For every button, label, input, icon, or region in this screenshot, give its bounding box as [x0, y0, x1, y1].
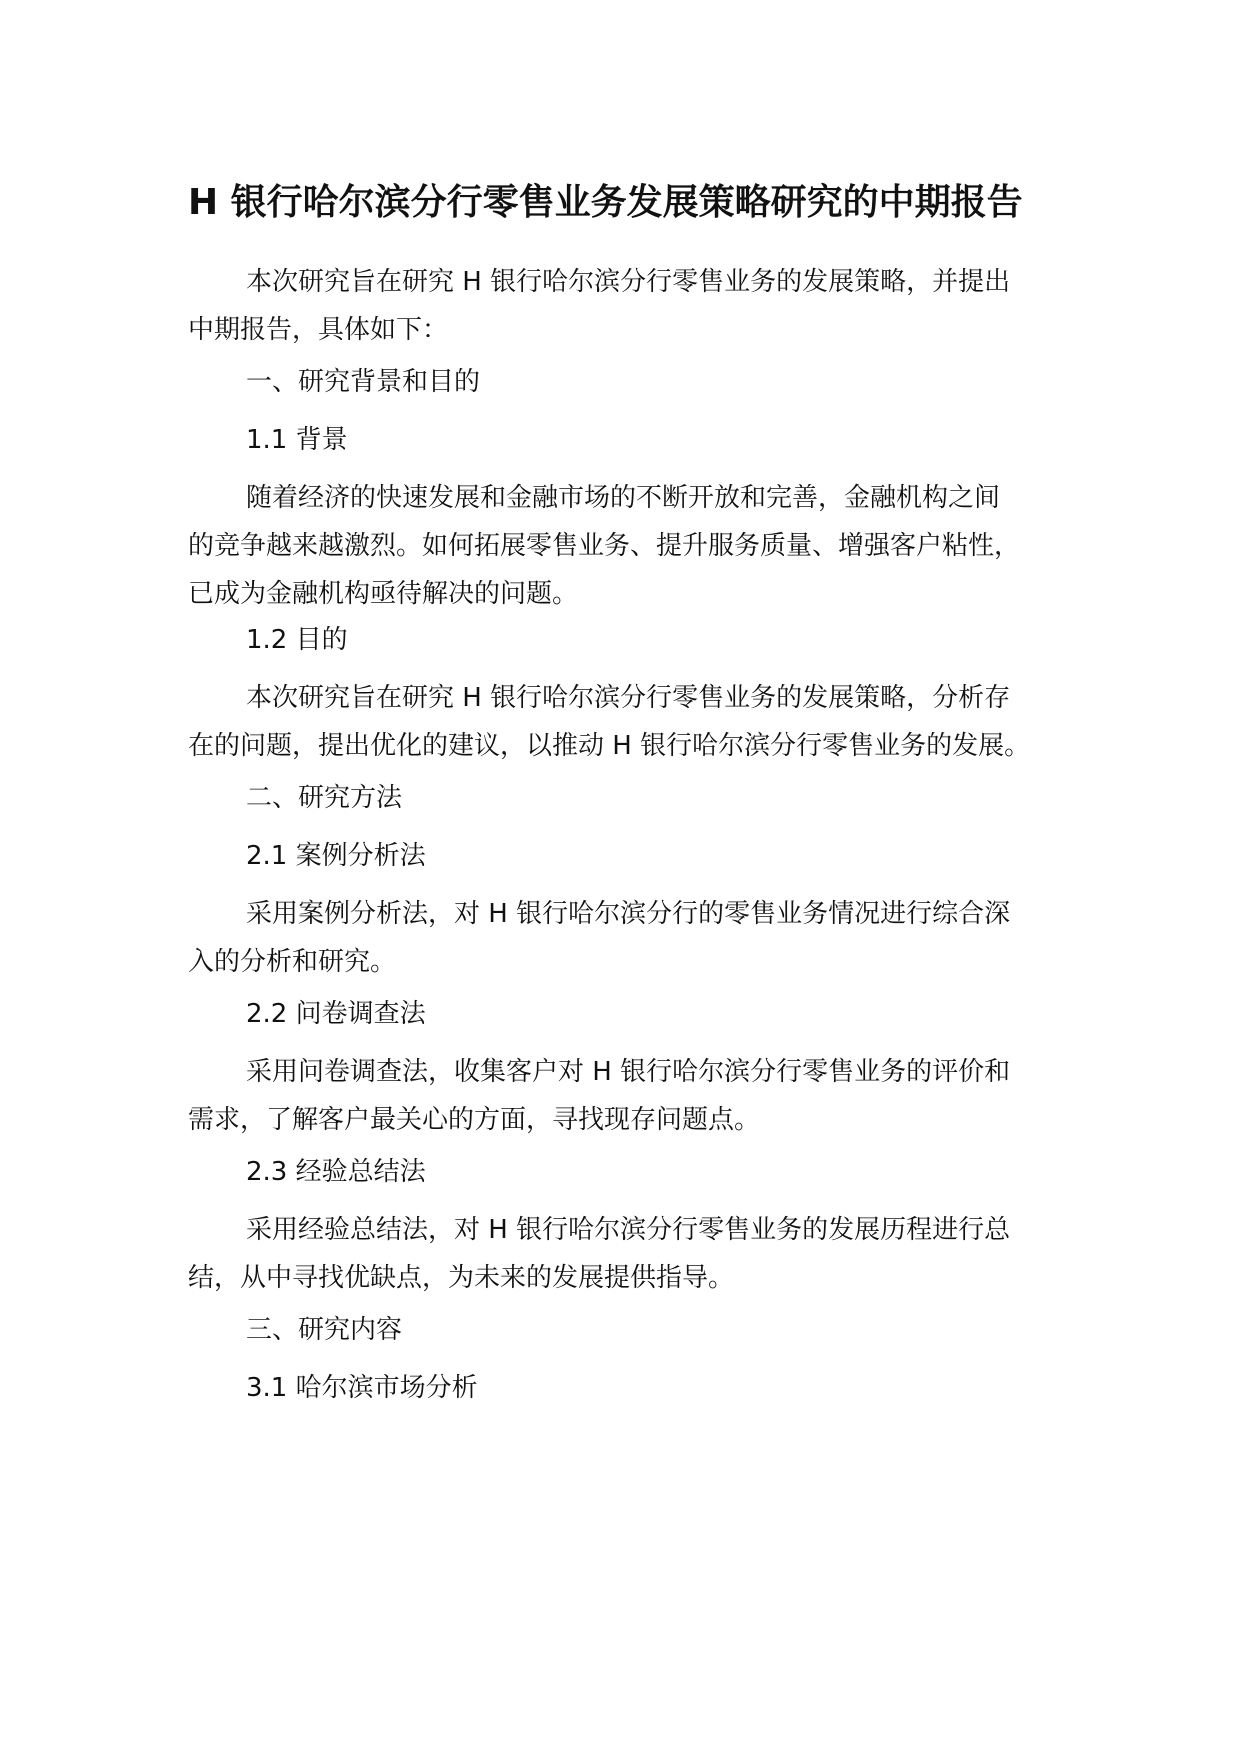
heading-text: 2.1 案例分析法: [246, 841, 426, 871]
paragraph-line: 的竞争越来越激烈。如何拓展零售业务、提升服务质量、增强客户粘性，: [188, 531, 1021, 561]
subsection-heading: [188, 1148, 1083, 1196]
heading-text: 2.3 经验总结法: [246, 1157, 426, 1187]
heading-text: 二、研究方法: [246, 783, 403, 813]
subsection-heading: [188, 1364, 1083, 1412]
paragraph-line: 采用案例分析法，对 H 银行哈尔滨分行的零售业务情况进行综合深: [246, 899, 1011, 929]
paragraph-line: 需求，了解客户最关心的方面，寻找现存问题点。: [188, 1105, 761, 1135]
paragraph-line: 随着经济的快速发展和金融市场的不断开放和完善，金融机构之间: [246, 483, 1001, 513]
section-heading: [188, 1306, 1083, 1354]
paragraph-purpose: [188, 674, 1083, 770]
section-heading: [188, 358, 1083, 406]
heading-text: 一、研究背景和目的: [246, 367, 481, 397]
section-heading: [188, 774, 1083, 822]
paragraph-line: 入的分析和研究。: [188, 947, 397, 977]
paragraph-line: 在的问题，提出优化的建议，以推动 H 银行哈尔滨分行零售业务的发展。: [188, 731, 1031, 761]
heading-text: 1.2 目的: [246, 625, 348, 655]
paragraph-survey: [188, 1048, 1083, 1144]
paragraph-line: 已成为金融机构亟待解决的问题。: [188, 579, 579, 609]
paragraph-line: 中期报告，具体如下：: [188, 315, 449, 345]
heading-text: 1.1 背景: [246, 425, 348, 455]
subsection-heading: [188, 990, 1083, 1038]
subsection-heading: [188, 616, 1083, 664]
paragraph-line: 采用问卷调查法，收集客户对 H 银行哈尔滨分行零售业务的评价和: [246, 1057, 1011, 1087]
paragraph-background: [188, 474, 1083, 618]
heading-text: 2.2 问卷调查法: [246, 999, 426, 1029]
heading-text: 3.1 哈尔滨市场分析: [246, 1373, 478, 1403]
subsection-heading: [188, 832, 1083, 880]
heading-text: 三、研究内容: [246, 1315, 403, 1345]
paragraph-intro: [188, 258, 1083, 354]
subsection-heading: [188, 416, 1083, 464]
paragraph-line: 本次研究旨在研究 H 银行哈尔滨分行零售业务的发展策略，分析存: [246, 683, 1011, 713]
paragraph-case-analysis: [188, 890, 1083, 986]
paragraph-line: 结，从中寻找优缺点，为未来的发展提供指导。: [188, 1263, 735, 1293]
document-title: H 银行哈尔滨分行零售业务发展策略研究的中期报告: [188, 182, 1023, 223]
paragraph-line: 本次研究旨在研究 H 银行哈尔滨分行零售业务的发展策略，并提出: [246, 267, 1011, 297]
paragraph-line: 采用经验总结法，对 H 银行哈尔滨分行零售业务的发展历程进行总: [246, 1215, 1011, 1245]
paragraph-experience: [188, 1206, 1083, 1302]
